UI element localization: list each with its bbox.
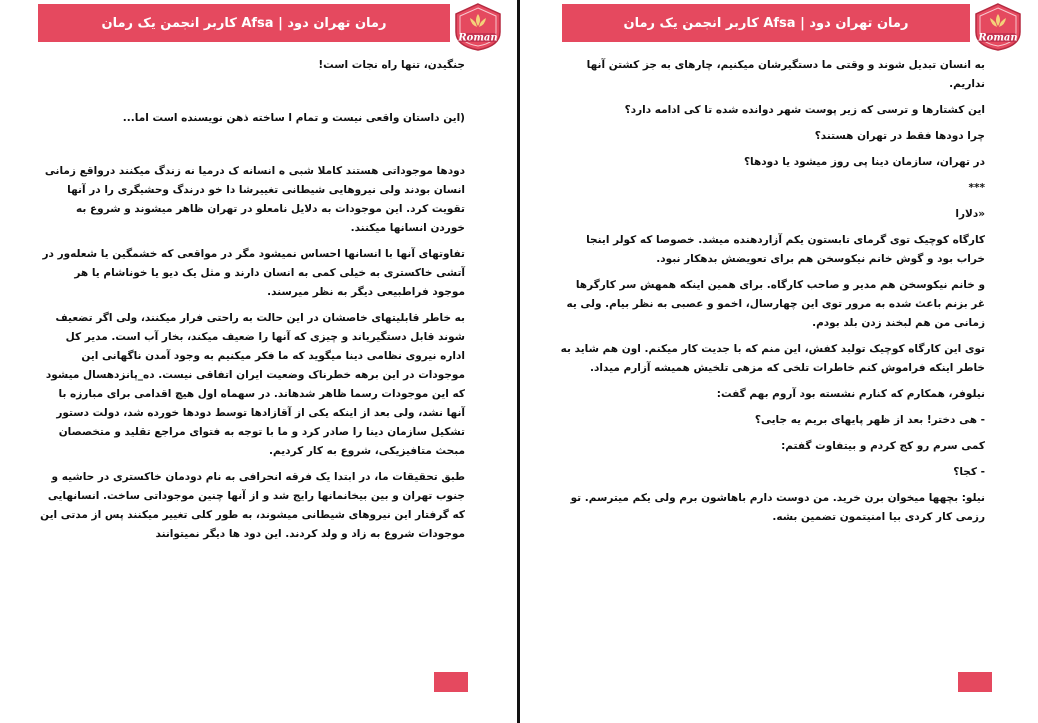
page-header	[38, 4, 450, 42]
page-footer-marker	[958, 672, 992, 692]
roman-logo-icon	[972, 2, 1024, 52]
paragraph: به خاطر قابلیتهای خاصشان در این حالت به راحتی فرار میکنند، ولی اگر تضعیف شوند قابل دستگیریاند و چیزی که آنها را ضعیف میکند، بخار آب است. مدیر کل اداره نیروی نظامی دینا میگوید که ما فکر میکنیم به وجود آمدن ناگهانی این موجودات در این برهه خطرناک وضعیت ایران اتفاقی نیست. ده_پانزدهسال میشود که این موجودات رسما ظاهر شدهاند. در سهماه اول هیچ اقدامی برای مبارزه با آنها نشد، ولی بعد از اینکه یکی از آقازادها توسط دودها خورده شد، دولت دستور تشکیل سازمان دینا را صادر کرد و ما با توجه به فتوای مراجع تقلید و متخصصان مبحث متافیزیکی، شروع به کار کردیم.	[45, 312, 465, 457]
right-page	[520, 0, 1038, 723]
paragraph: دودها موجوداتی هستند کاملا شبی ه انسانه ک درمیا نه زندگ میکنند درواقع زمانی انسان بودند ولی نیروهایی شیطانی تغییرشا دا خو درندگ وحشیگری را در آنها تقویت کرد. این موجودات به دلایل نامعلو در تهران ظاهر میشوند و شروع به خوردن انسانها میکنند.	[44, 165, 465, 234]
page-footer-marker	[434, 672, 468, 692]
paragraph: نیلو: بچهها میخوان برن خرید. من دوست دارم باهاشون برم ولی یکم میترسم. تو رزمی کار کردی بیا امنیتمون تضمین بشه.	[570, 492, 985, 523]
dialogue-line: - کجا؟	[953, 466, 985, 478]
paragraph: این کشتارها و ترسی که زیر پوست شهر دوانده شده تا کی ادامه دارد؟	[624, 104, 985, 116]
logo-text: Roman	[458, 32, 498, 44]
logo-text: Roman	[978, 32, 1018, 44]
left-page	[0, 0, 518, 723]
chapter-marker: «دلارا	[955, 208, 985, 220]
paragraph: کارگاه کوچیک توی گرمای تابستون یکم آزاردهنده میشد. خصوصا که کولر اینجا خراب بود و گوش خانم نیکوسخن هم برای تعویضش بدهکار نبود.	[586, 234, 985, 265]
paragraph: در تهران، سازمان دینا پی روز میشود یا دودها؟	[743, 156, 985, 168]
page-header	[562, 4, 970, 42]
paragraph: جنگیدن، تنها راه نجات است!	[318, 59, 465, 71]
header-title: رمان تهران دود | Afsa کاربر انجمن یک رمان	[623, 15, 909, 31]
paragraph: و خانم نیکوسخن هم مدیر و صاحب کارگاه. برای همین اینکه همهش سر کارگرها غر بزنم باعث شده به مرور توی این چهارسال، اخمو و عصبی به نظر بیام. ولی یه زمانی من هم لبخند زدن بلد بودم.	[566, 279, 985, 329]
paragraph: طبق تحقیقات ما، در ابتدا یک فرقه انحرافی به نام دودمان خاکستری در حاشیه و جنوب تهران و بین بیخانمانها رایج شد و از آنها چنین موجوداتی ساخت. انسانهایی که گرفتار این نیروهای شیطانی میشوند، به طور کلی تغییر میکنند پس از مدتی این موجودات شروع به زاد و ولد کردند. این دود ها دیگر نمیتوانند	[40, 471, 465, 540]
paragraph: به انسان تبدیل شوند و وقتی ما دستگیرشان میکنیم، چارهای به جز کشتن آنها نداریم.	[586, 59, 985, 90]
header-title: رمان تهران دود | Afsa کاربر انجمن یک رمان	[101, 15, 387, 31]
left-page-text	[40, 56, 465, 551]
paragraph: نیلوفر، همکارم که کنارم نشسته بود آروم بهم گفت:	[716, 388, 985, 400]
paragraph: (این داستان واقعی نیست و تمام ا ساخته ذهن نویسنده است اما...	[122, 112, 465, 124]
paragraph: چرا دودها فقط در تهران هستند؟	[814, 130, 985, 142]
right-page-text	[560, 56, 985, 534]
dialogue-line: - هی دختر! بعد از ظهر پایهای بریم یه جایی؟	[754, 414, 985, 426]
paragraph: تفاوتهای آنها با انسانها احساس نمیشود مگر در مواقعی که خشمگین یا شعله‌ور در آتشی خاکستری به خیلی کمی به انسان دارند و مثل یک دیو یا خوناشام یا هر موجود فراطبیعی دیگر به نظر میرسند.	[42, 248, 465, 298]
paragraph: توی این کارگاه کوچیک تولید کفش، این منم که با جدیت کار میکنم. اون هم شاید به خاطر اینکه فراموش کنم خاطرات تلخی که مزهی تلخیش همیشه آزارم میداد.	[560, 343, 985, 374]
roman-logo-icon	[452, 2, 504, 52]
section-break: ***	[968, 182, 985, 194]
paragraph: کمی سرم رو کج کردم و بیتفاوت گفتم:	[781, 440, 985, 452]
